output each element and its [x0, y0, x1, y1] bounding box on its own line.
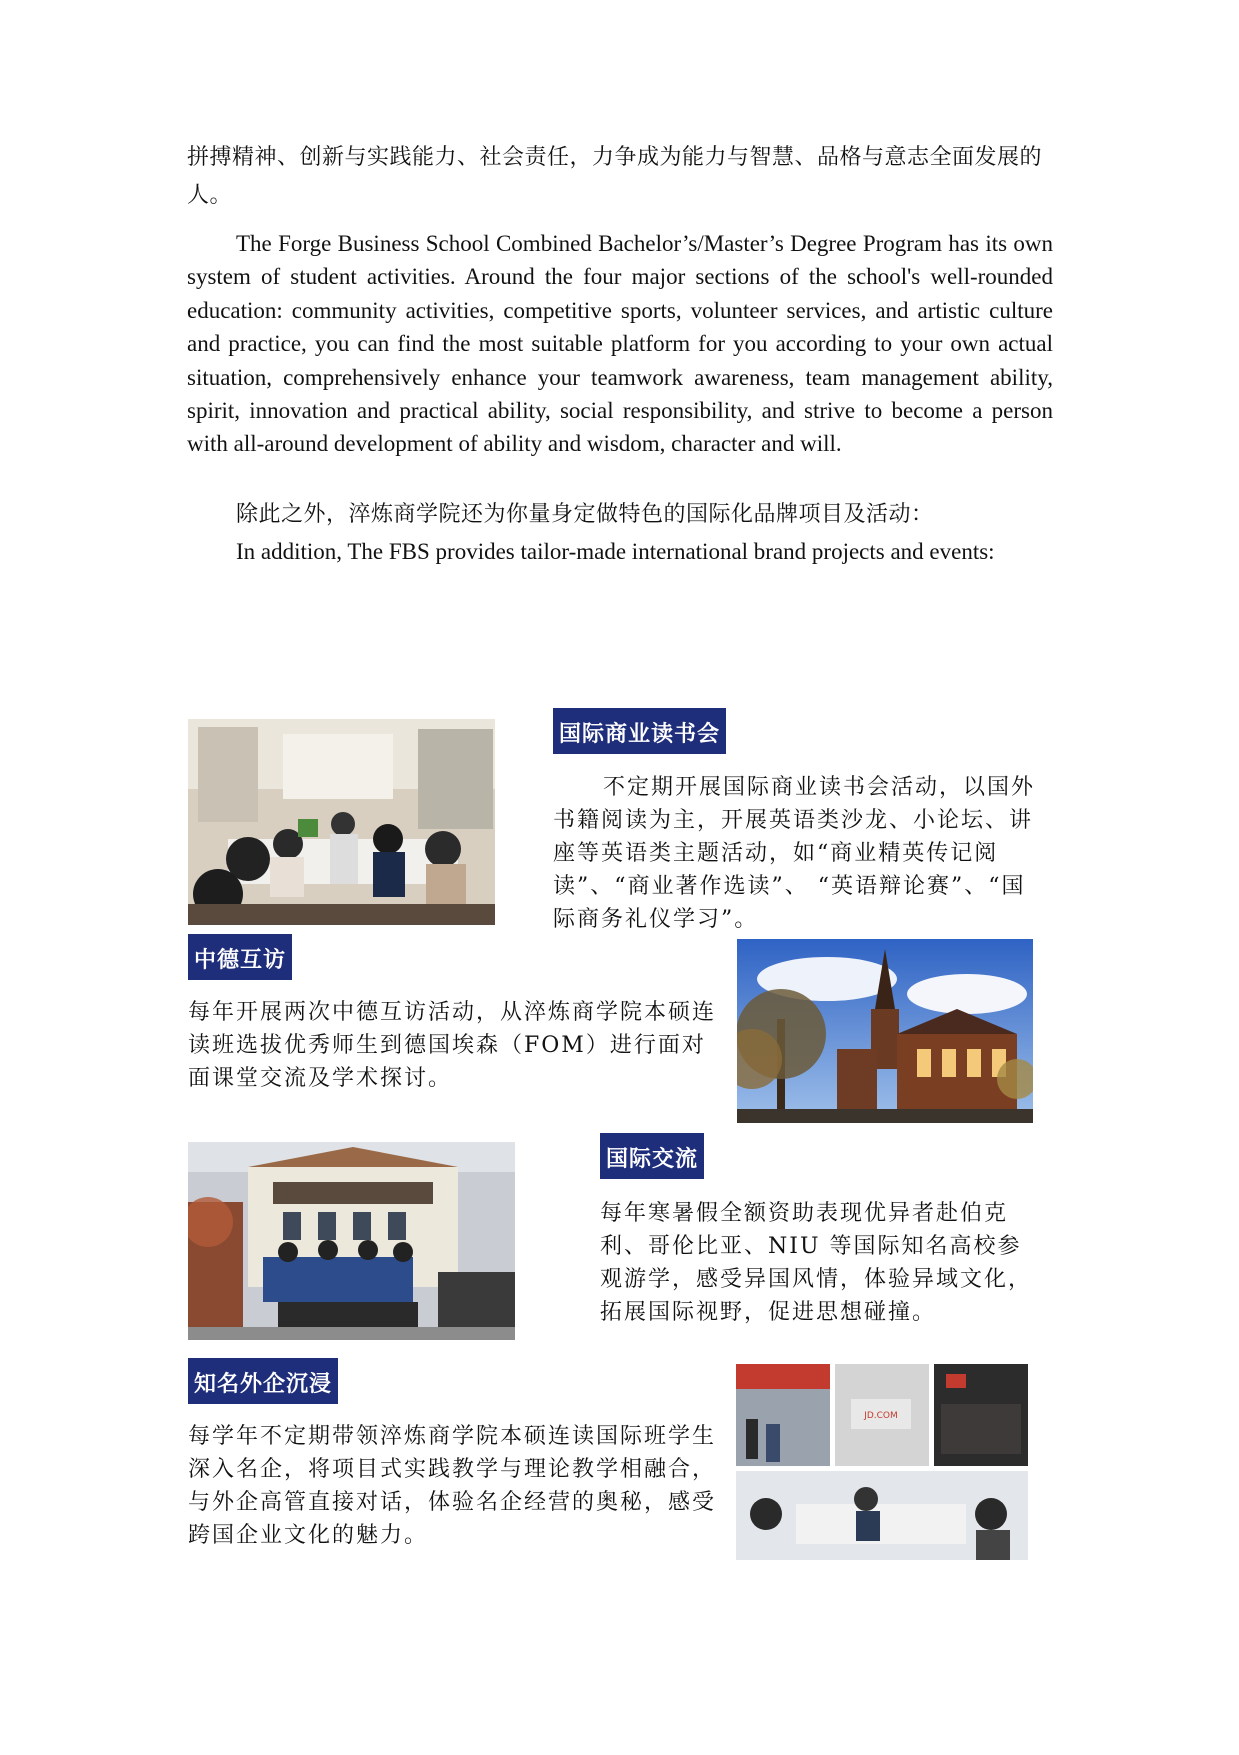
campus-group-flag-photo [188, 1142, 515, 1340]
section-title-intl-exchange: 国际交流 [600, 1133, 704, 1179]
section-title-reading-club: 国际商业读书会 [553, 708, 726, 754]
section-title-sino-german: 中德互访 [188, 934, 292, 980]
german-church-photo [737, 939, 1033, 1123]
section-text-company-immersion: 每学年不定期带领淬炼商学院本硕连读国际班学生深入名企，将项目式实践教学与理论教学相融合，与外企高管直接对话，体验名企经营的奥秘，感受跨国企业文化的魅力。 [188, 1424, 717, 1548]
section-text-intl-exchange: 每年寒暑假全额资助表现优异者赴伯克利、哥伦比亚、NIU 等国际知名高校参观游学，感受异国风情，体验异域文化，拓展国际视野，促进思想碰撞。 [600, 1201, 1033, 1325]
intro-cn-addition: 除此之外，淬炼商学院还为你量身定做特色的国际化品牌项目及活动： [236, 502, 934, 527]
intro-en-paragraph: The Forge Business School Combined Bachelor’s/Master’s Degree Program has its own system of student activities. Around the four major sections of the school's well-rounded education: community activities, competitive sports, volunteer services, and artistic culture and practice, you can find the most suitable platform for you according to your own actual situation, comprehensively enhance your teamwork awareness, team management ability, spirit, innovation and practical ability, social responsibility, and strive to become a person with all-around development of ability and wisdom, character and will. [187, 231, 1053, 457]
reading-club-photo [188, 719, 495, 925]
intro-en-addition: In addition, The FBS provides tailor-made international brand projects and events: [236, 539, 995, 564]
company-visit-collage-photo [736, 1364, 1028, 1560]
section-title-company-immersion: 知名外企沉浸 [188, 1358, 338, 1404]
jd-logo-text: JD.COM [864, 1411, 898, 1421]
section-text-sino-german: 每年开展两次中德互访活动，从淬炼商学院本硕连读班选拔优秀师生到德国埃森（FOM）进行面对面课堂交流及学术探讨。 [188, 1000, 717, 1091]
section-text-reading-club: 不定期开展国际商业读书会活动，以国外书籍阅读为主，开展英语类沙龙、小论坛、讲座等英语类主题活动，如“商业精英传记阅读”、“商业著作选读”、 “英语辩论赛”、“国际商务礼仪学习”。 [553, 775, 1036, 932]
intro-cn-continued: 拼搏精神、创新与实践能力、社会责任，力争成为能力与智慧、品格与意志全面发展的人。 [187, 145, 1043, 208]
